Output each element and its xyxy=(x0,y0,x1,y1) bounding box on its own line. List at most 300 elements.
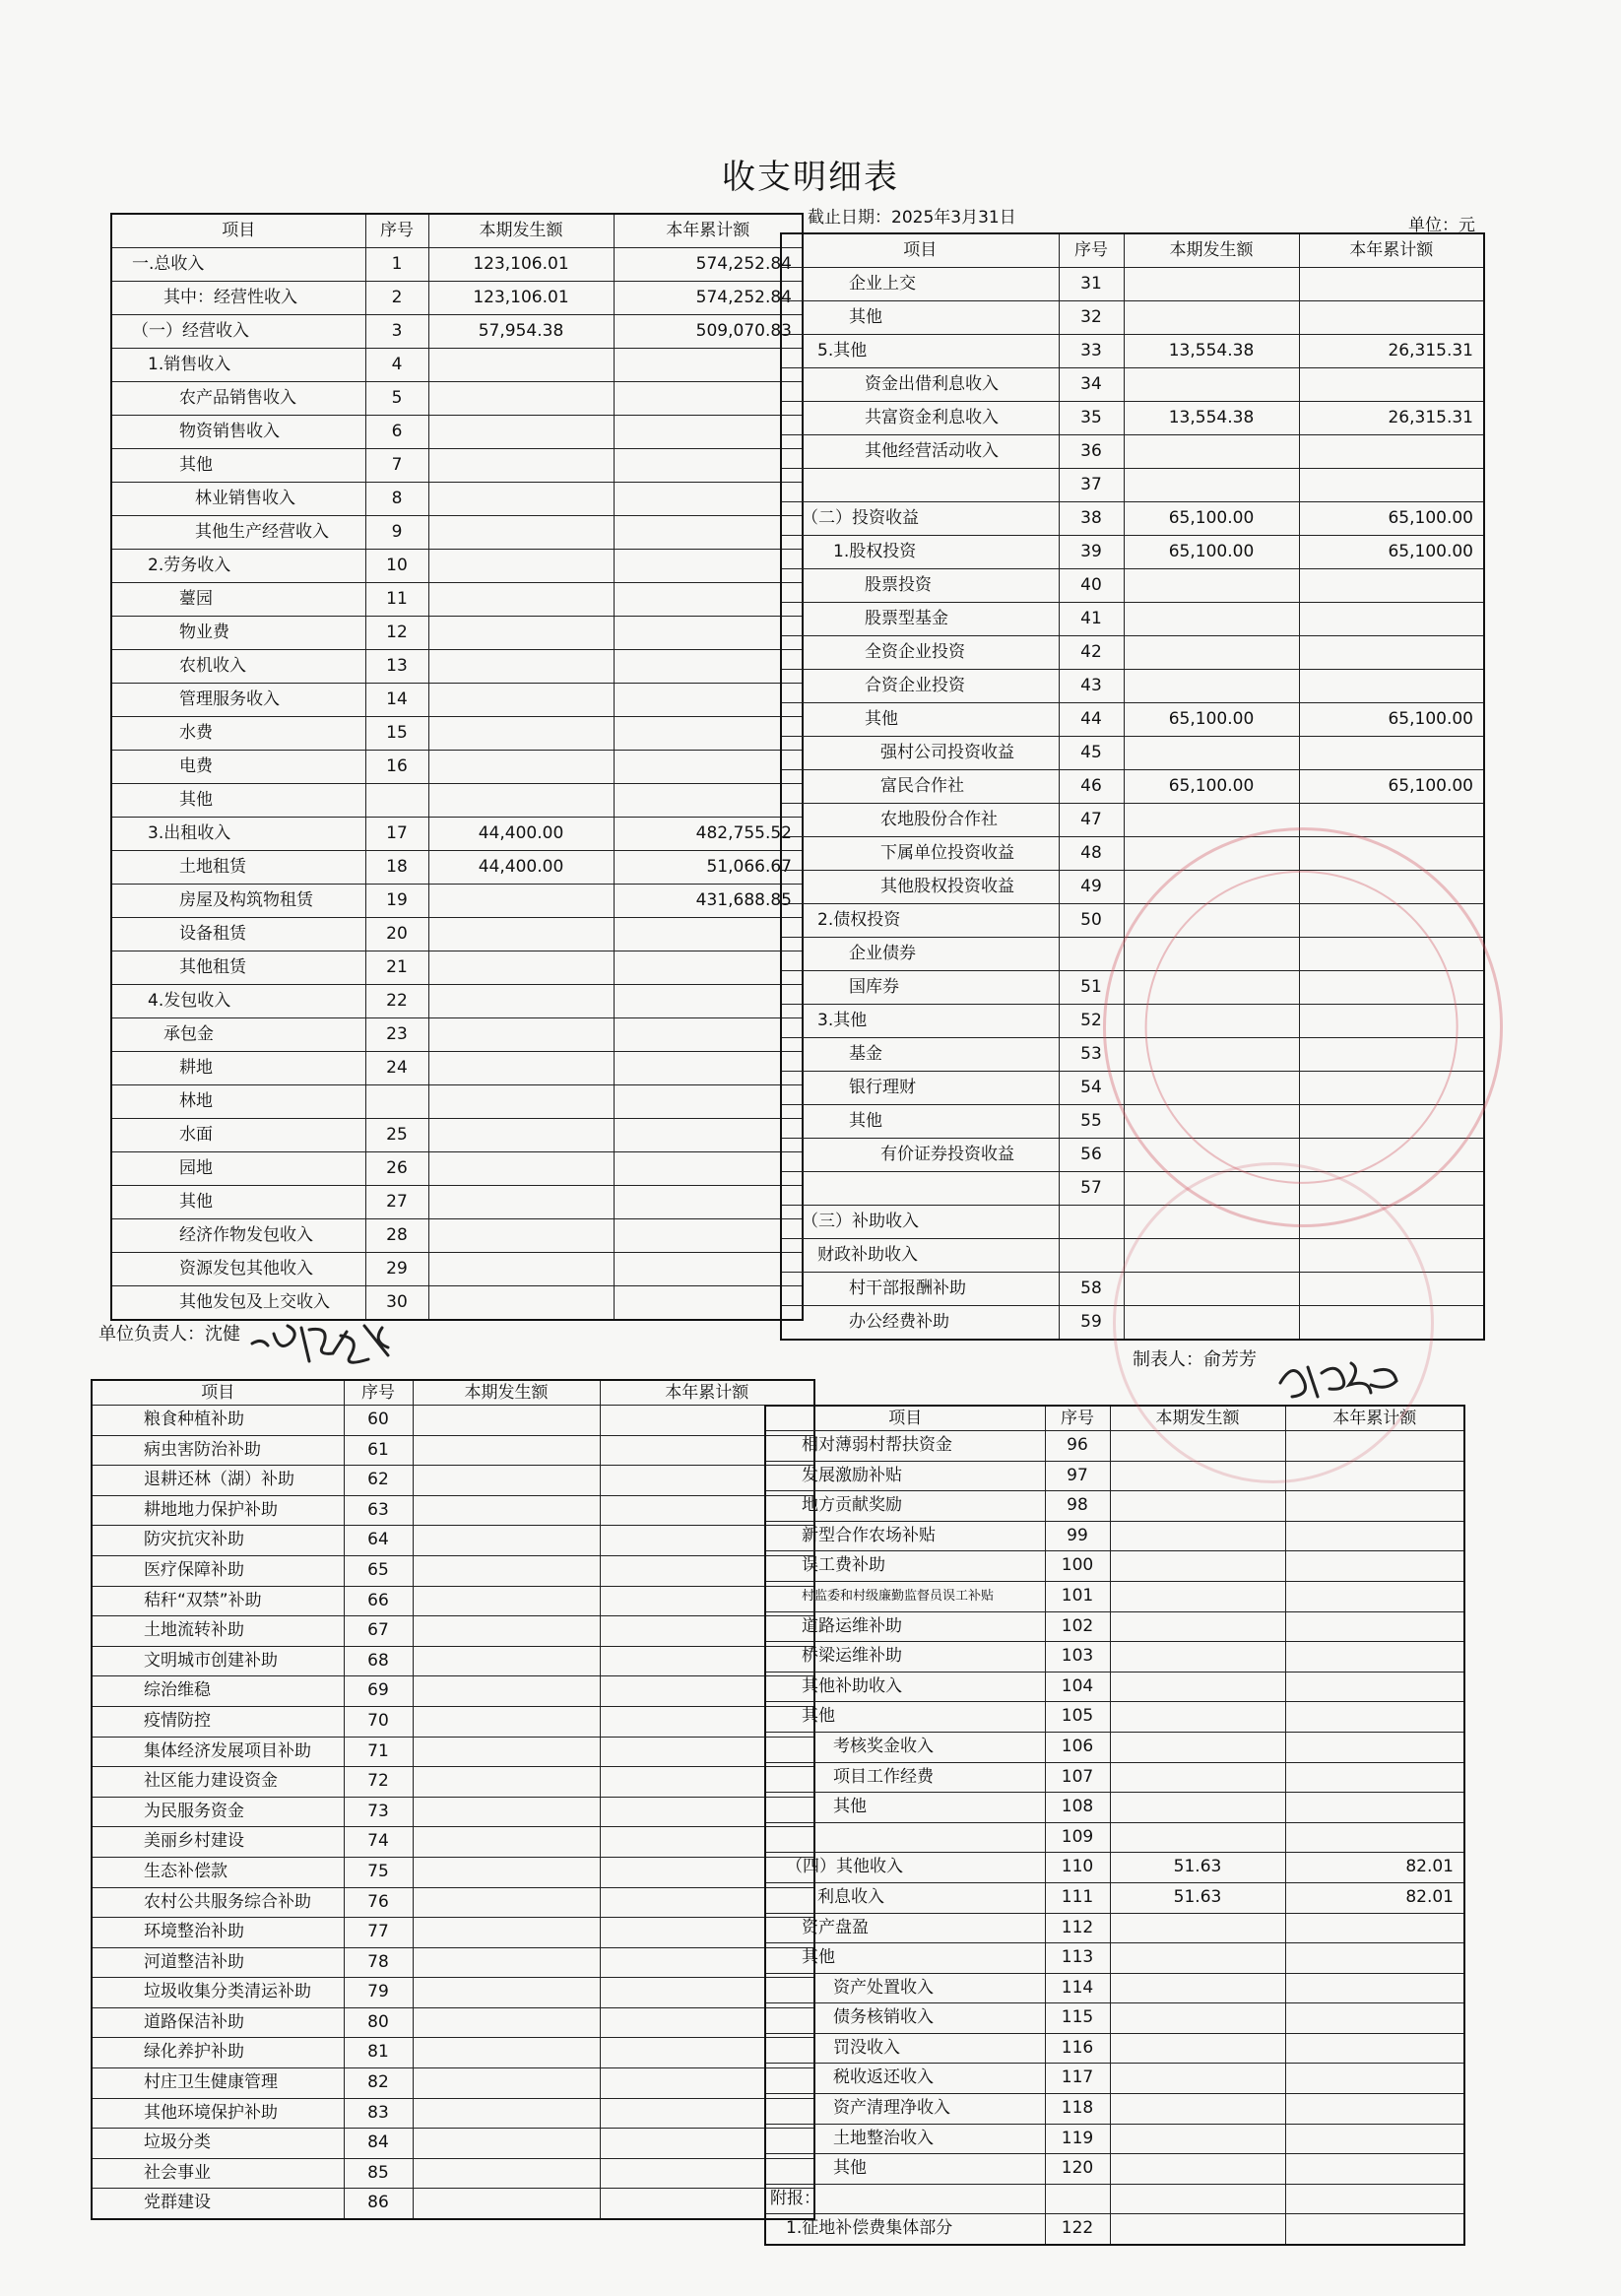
table-row xyxy=(111,1085,803,1119)
row-item-cell: 水面 xyxy=(111,1119,365,1152)
row-item-cell: 管理服务收入 xyxy=(111,684,365,717)
row-current-amount-cell xyxy=(1124,268,1299,301)
row-current-amount-cell xyxy=(1124,971,1299,1005)
table-row xyxy=(765,1793,1464,1823)
table-row xyxy=(781,1005,1484,1038)
row-seq-cell: 64 xyxy=(344,1526,413,1556)
table-row xyxy=(781,435,1484,469)
row-item-cell: 企业债券 xyxy=(781,938,1059,971)
row-item-cell: 其他租赁 xyxy=(111,951,365,985)
header-current: 本期发生额 xyxy=(413,1380,600,1406)
row-ytd-amount-cell: 574,252.84 xyxy=(614,282,803,315)
row-seq-cell: 84 xyxy=(344,2129,413,2159)
row-item-cell: 基金 xyxy=(781,1038,1059,1072)
row-seq-cell: 112 xyxy=(1045,1913,1110,1943)
row-item-cell: 河道整洁补助 xyxy=(92,1947,344,1978)
row-ytd-amount-cell xyxy=(1299,971,1484,1005)
row-item-cell: 其他经营活动收入 xyxy=(781,435,1059,469)
row-seq-cell: 53 xyxy=(1059,1038,1124,1072)
row-ytd-amount-cell: 26,315.31 xyxy=(1299,335,1484,368)
row-seq-cell: 63 xyxy=(344,1495,413,1526)
row-item-cell: 强村公司投资收益 xyxy=(781,737,1059,770)
table-row xyxy=(92,2068,814,2099)
row-current-amount-cell xyxy=(428,617,614,650)
row-seq-cell: 35 xyxy=(1059,402,1124,435)
row-current-amount-cell xyxy=(428,483,614,516)
row-seq-cell: 60 xyxy=(344,1406,413,1436)
row-ytd-amount-cell xyxy=(1299,737,1484,770)
row-item-cell: 物业费 xyxy=(111,617,365,650)
row-ytd-amount-cell xyxy=(1299,1172,1484,1206)
row-current-amount-cell xyxy=(1124,1105,1299,1139)
row-current-amount-cell xyxy=(428,1052,614,1085)
row-item-cell: 股票型基金 xyxy=(781,603,1059,636)
row-seq-cell: 33 xyxy=(1059,335,1124,368)
table-row xyxy=(92,1827,814,1858)
table-row xyxy=(111,248,803,282)
row-ytd-amount-cell xyxy=(1285,1973,1464,2003)
row-current-amount-cell xyxy=(413,1978,600,2008)
row-seq-cell: 98 xyxy=(1045,1491,1110,1522)
table-row xyxy=(92,2129,814,2159)
row-item-cell: 国库券 xyxy=(781,971,1059,1005)
row-current-amount-cell xyxy=(1110,1943,1285,1974)
row-current-amount-cell xyxy=(413,1676,600,1707)
header-current: 本期发生额 xyxy=(428,214,614,248)
row-seq-cell: 7 xyxy=(365,449,428,483)
table-row xyxy=(781,502,1484,536)
row-item-cell: 企业上交 xyxy=(781,268,1059,301)
row-current-amount-cell xyxy=(428,684,614,717)
row-item-cell: 薹园 xyxy=(111,583,365,617)
row-current-amount-cell xyxy=(428,918,614,951)
row-ytd-amount-cell xyxy=(1299,1273,1484,1306)
row-seq-cell: 113 xyxy=(1045,1943,1110,1974)
row-item-cell: 美丽乡村建设 xyxy=(92,1827,344,1858)
row-item-cell: 村干部报酬补助 xyxy=(781,1273,1059,1306)
table-row xyxy=(92,1767,814,1798)
table-row xyxy=(765,1732,1464,1762)
row-seq-cell: 20 xyxy=(365,918,428,951)
row-item-cell: 附报： xyxy=(765,2184,1045,2214)
row-ytd-amount-cell xyxy=(1285,2064,1464,2094)
row-seq-cell: 22 xyxy=(365,985,428,1018)
row-item-cell: 其他 xyxy=(111,1186,365,1219)
table-row xyxy=(111,751,803,784)
row-item-cell: 全资企业投资 xyxy=(781,636,1059,670)
row-current-amount-cell xyxy=(1124,1206,1299,1239)
row-ytd-amount-cell xyxy=(1299,569,1484,603)
row-seq-cell: 118 xyxy=(1045,2094,1110,2125)
row-ytd-amount-cell xyxy=(1299,1139,1484,1172)
row-ytd-amount-cell xyxy=(614,349,803,382)
row-current-amount-cell xyxy=(1124,1273,1299,1306)
row-ytd-amount-cell xyxy=(1299,1105,1484,1139)
row-item-cell: 垃圾收集分类清运补助 xyxy=(92,1978,344,2008)
row-current-amount-cell xyxy=(1124,804,1299,837)
row-current-amount-cell xyxy=(413,1406,600,1436)
table-row xyxy=(111,985,803,1018)
row-seq-cell: 15 xyxy=(365,717,428,751)
row-item-cell: 社区能力建设资金 xyxy=(92,1767,344,1798)
row-item-cell: 富民合作社 xyxy=(781,770,1059,804)
row-ytd-amount-cell xyxy=(1299,938,1484,971)
row-ytd-amount-cell xyxy=(614,918,803,951)
table-row xyxy=(111,550,803,583)
row-seq-cell: 61 xyxy=(344,1435,413,1466)
row-current-amount-cell xyxy=(428,382,614,416)
row-seq-cell: 86 xyxy=(344,2189,413,2219)
row-item-cell: （四）其他收入 xyxy=(765,1853,1045,1883)
row-current-amount-cell xyxy=(428,751,614,784)
table-row xyxy=(111,684,803,717)
row-ytd-amount-cell: 65,100.00 xyxy=(1299,536,1484,569)
table-row xyxy=(781,301,1484,335)
row-current-amount-cell xyxy=(428,1018,614,1052)
row-item-cell: 其他 xyxy=(765,1793,1045,1823)
row-seq-cell: 59 xyxy=(1059,1306,1124,1341)
row-item-cell: 道路运维补助 xyxy=(765,1611,1045,1642)
row-item-cell: 水费 xyxy=(111,717,365,751)
row-current-amount-cell xyxy=(1124,569,1299,603)
table-row xyxy=(765,2184,1464,2214)
row-item-cell: 经济作物发包收入 xyxy=(111,1219,365,1253)
row-item-cell xyxy=(781,1172,1059,1206)
row-seq-cell: 40 xyxy=(1059,569,1124,603)
row-current-amount-cell xyxy=(413,2158,600,2189)
row-seq-cell: 50 xyxy=(1059,904,1124,938)
row-seq-cell: 57 xyxy=(1059,1172,1124,1206)
row-ytd-amount-cell xyxy=(614,1119,803,1152)
table-row xyxy=(781,469,1484,502)
table-row xyxy=(111,1119,803,1152)
row-item-cell: 桥梁运维补助 xyxy=(765,1642,1045,1673)
row-current-amount-cell xyxy=(413,1435,600,1466)
row-ytd-amount-cell xyxy=(1299,904,1484,938)
row-item-cell: 其他 xyxy=(781,301,1059,335)
row-current-amount-cell: 57,954.38 xyxy=(428,315,614,349)
table-row xyxy=(92,1646,814,1676)
row-seq-cell: 2 xyxy=(365,282,428,315)
row-seq-cell: 107 xyxy=(1045,1762,1110,1793)
header-ytd: 本年累计额 xyxy=(1299,233,1484,268)
row-seq-cell: 42 xyxy=(1059,636,1124,670)
table-row xyxy=(781,1306,1484,1341)
table-row xyxy=(111,1052,803,1085)
row-current-amount-cell xyxy=(413,1466,600,1496)
row-seq-cell: 76 xyxy=(344,1887,413,1918)
table-row xyxy=(92,2007,814,2038)
row-seq-cell: 58 xyxy=(1059,1273,1124,1306)
row-current-amount-cell xyxy=(1124,837,1299,871)
row-current-amount-cell: 123,106.01 xyxy=(428,282,614,315)
row-item-cell: 房屋及构筑物租赁 xyxy=(111,885,365,918)
row-seq-cell: 46 xyxy=(1059,770,1124,804)
row-item-cell: 农机收入 xyxy=(111,650,365,684)
row-item-cell: 其中：经营性收入 xyxy=(111,282,365,315)
table-row xyxy=(765,1611,1464,1642)
row-current-amount-cell xyxy=(428,717,614,751)
row-seq-cell: 18 xyxy=(365,851,428,885)
table-row xyxy=(765,1672,1464,1702)
row-seq-cell: 100 xyxy=(1045,1551,1110,1582)
row-item-cell: 资源发包其他收入 xyxy=(111,1253,365,1286)
row-item-cell: 1.股权投资 xyxy=(781,536,1059,569)
table-row xyxy=(765,2214,1464,2245)
row-ytd-amount-cell xyxy=(614,416,803,449)
row-item-cell: 电费 xyxy=(111,751,365,784)
row-ytd-amount-cell xyxy=(1285,1943,1464,1974)
row-item-cell: 项目工作经费 xyxy=(765,1762,1045,1793)
row-seq-cell: 9 xyxy=(365,516,428,550)
row-current-amount-cell xyxy=(1124,636,1299,670)
table-row xyxy=(92,1737,814,1767)
row-item-cell: 共富资金利息收入 xyxy=(781,402,1059,435)
row-seq-cell: 13 xyxy=(365,650,428,684)
row-seq-cell: 25 xyxy=(365,1119,428,1152)
row-item-cell: 银行理财 xyxy=(781,1072,1059,1105)
row-ytd-amount-cell xyxy=(1285,1431,1464,1462)
row-ytd-amount-cell xyxy=(1299,1038,1484,1072)
row-current-amount-cell xyxy=(1110,1973,1285,2003)
row-item-cell: 生态补偿款 xyxy=(92,1857,344,1887)
row-current-amount-cell xyxy=(428,1119,614,1152)
row-seq-cell: 111 xyxy=(1045,1882,1110,1913)
signature-icon xyxy=(246,1316,414,1375)
row-current-amount-cell xyxy=(1110,1461,1285,1491)
row-ytd-amount-cell xyxy=(1299,670,1484,703)
table-row xyxy=(111,951,803,985)
row-item-cell: 资产清理净收入 xyxy=(765,2094,1045,2125)
row-item-cell: 土地整治收入 xyxy=(765,2124,1045,2154)
table-row xyxy=(92,1435,814,1466)
header-seq: 序号 xyxy=(1059,233,1124,268)
row-current-amount-cell xyxy=(413,1918,600,1948)
row-ytd-amount-cell xyxy=(614,784,803,818)
row-item-cell: 其他 xyxy=(781,703,1059,737)
row-item-cell: 税收返还收入 xyxy=(765,2064,1045,2094)
row-current-amount-cell xyxy=(1110,1642,1285,1673)
row-ytd-amount-cell: 82.01 xyxy=(1285,1853,1464,1883)
row-current-amount-cell: 13,554.38 xyxy=(1124,335,1299,368)
row-seq-cell: 66 xyxy=(344,1586,413,1616)
row-item-cell: 其他 xyxy=(765,1943,1045,1974)
row-ytd-amount-cell xyxy=(1285,1793,1464,1823)
row-seq-cell: 8 xyxy=(365,483,428,516)
table-row xyxy=(111,818,803,851)
row-ytd-amount-cell: 65,100.00 xyxy=(1299,703,1484,737)
row-item-cell: 其他 xyxy=(781,1105,1059,1139)
row-ytd-amount-cell xyxy=(1299,469,1484,502)
row-current-amount-cell xyxy=(1110,1762,1285,1793)
row-ytd-amount-cell xyxy=(1285,2214,1464,2245)
table-row xyxy=(92,1495,814,1526)
row-item-cell: 1.销售收入 xyxy=(111,349,365,382)
table-row xyxy=(92,1706,814,1737)
table-row xyxy=(781,971,1484,1005)
table-row xyxy=(765,1491,1464,1522)
row-seq-cell: 82 xyxy=(344,2068,413,2099)
row-current-amount-cell xyxy=(428,550,614,583)
row-item-cell: 粮食种植补助 xyxy=(92,1406,344,1436)
table-row xyxy=(92,2158,814,2189)
table-row xyxy=(765,1642,1464,1673)
row-seq-cell: 43 xyxy=(1059,670,1124,703)
row-ytd-amount-cell xyxy=(1299,435,1484,469)
table-row xyxy=(781,603,1484,636)
row-seq-cell xyxy=(365,784,428,818)
row-seq-cell: 117 xyxy=(1045,2064,1110,2094)
row-current-amount-cell xyxy=(428,1186,614,1219)
row-current-amount-cell xyxy=(1110,1551,1285,1582)
row-current-amount-cell xyxy=(428,1219,614,1253)
table-row xyxy=(765,1431,1464,1462)
row-current-amount-cell xyxy=(413,1646,600,1676)
row-current-amount-cell xyxy=(413,2007,600,2038)
row-ytd-amount-cell: 65,100.00 xyxy=(1299,502,1484,536)
row-ytd-amount-cell xyxy=(614,583,803,617)
row-current-amount-cell: 44,400.00 xyxy=(428,851,614,885)
table-row xyxy=(92,1616,814,1647)
table-row xyxy=(765,1551,1464,1582)
table-row xyxy=(781,1172,1484,1206)
row-item-cell: 合资企业投资 xyxy=(781,670,1059,703)
row-current-amount-cell xyxy=(1124,469,1299,502)
table-row xyxy=(92,1466,814,1496)
row-seq-cell: 19 xyxy=(365,885,428,918)
table-row xyxy=(92,2098,814,2129)
row-item-cell: 设备租赁 xyxy=(111,918,365,951)
row-current-amount-cell xyxy=(413,1737,600,1767)
row-current-amount-cell xyxy=(1124,301,1299,335)
header-seq: 序号 xyxy=(1045,1406,1110,1431)
table-row xyxy=(92,2038,814,2068)
row-seq-cell: 11 xyxy=(365,583,428,617)
row-ytd-amount-cell xyxy=(614,1052,803,1085)
row-item-cell: 有价证券投资收益 xyxy=(781,1139,1059,1172)
row-item-cell: （一）经营收入 xyxy=(111,315,365,349)
table-row xyxy=(111,1286,803,1321)
row-item-cell: 利息收入 xyxy=(765,1882,1045,1913)
row-current-amount-cell xyxy=(413,1887,600,1918)
row-item-cell xyxy=(781,469,1059,502)
row-item-cell: 5.其他 xyxy=(781,335,1059,368)
row-item-cell: 社会事业 xyxy=(92,2158,344,2189)
row-ytd-amount-cell xyxy=(1285,2154,1464,2185)
table-row xyxy=(111,1219,803,1253)
row-ytd-amount-cell xyxy=(1285,1491,1464,1522)
table-row xyxy=(92,1947,814,1978)
row-seq-cell: 45 xyxy=(1059,737,1124,770)
row-item-cell: 其他补助收入 xyxy=(765,1672,1045,1702)
row-seq-cell: 75 xyxy=(344,1857,413,1887)
row-seq-cell: 47 xyxy=(1059,804,1124,837)
table-row xyxy=(111,483,803,516)
row-ytd-amount-cell xyxy=(1299,1306,1484,1341)
table-header-row xyxy=(111,214,803,248)
row-current-amount-cell xyxy=(1124,871,1299,904)
row-item-cell: 文明城市创建补助 xyxy=(92,1646,344,1676)
row-current-amount-cell xyxy=(413,1616,600,1647)
table-row xyxy=(765,1913,1464,1943)
row-item-cell: 集体经济发展项目补助 xyxy=(92,1737,344,1767)
row-item-cell: 农地股份合作社 xyxy=(781,804,1059,837)
table-row xyxy=(111,349,803,382)
subsidy-table-left xyxy=(91,1379,815,2220)
row-ytd-amount-cell xyxy=(614,1219,803,1253)
row-current-amount-cell xyxy=(1124,737,1299,770)
row-current-amount-cell xyxy=(428,1152,614,1186)
income-table-right xyxy=(780,232,1485,1341)
table-row xyxy=(92,1887,814,1918)
row-current-amount-cell xyxy=(428,951,614,985)
row-current-amount-cell: 51.63 xyxy=(1110,1853,1285,1883)
row-current-amount-cell xyxy=(428,1286,614,1321)
row-current-amount-cell xyxy=(1124,435,1299,469)
table-row xyxy=(765,1702,1464,1733)
table-row xyxy=(765,1822,1464,1853)
row-seq-cell: 67 xyxy=(344,1616,413,1647)
row-seq-cell: 29 xyxy=(365,1253,428,1286)
unit-label: 单位：元 xyxy=(1408,216,1475,235)
row-item-cell: 耕地 xyxy=(111,1052,365,1085)
row-current-amount-cell xyxy=(1124,1072,1299,1105)
table-row xyxy=(765,1943,1464,1974)
header-seq: 序号 xyxy=(344,1380,413,1406)
row-seq-cell: 80 xyxy=(344,2007,413,2038)
table-row xyxy=(111,282,803,315)
row-seq-cell: 38 xyxy=(1059,502,1124,536)
row-ytd-amount-cell xyxy=(1299,268,1484,301)
row-ytd-amount-cell: 509,070.83 xyxy=(614,315,803,349)
table-row xyxy=(781,536,1484,569)
row-current-amount-cell xyxy=(413,1586,600,1616)
row-seq-cell: 116 xyxy=(1045,2033,1110,2064)
row-item-cell: 承包金 xyxy=(111,1018,365,1052)
row-seq-cell: 51 xyxy=(1059,971,1124,1005)
row-current-amount-cell xyxy=(428,583,614,617)
row-ytd-amount-cell xyxy=(614,951,803,985)
row-ytd-amount-cell xyxy=(1299,1072,1484,1105)
row-item-cell: 财政补助收入 xyxy=(781,1239,1059,1273)
table-row xyxy=(111,416,803,449)
row-current-amount-cell xyxy=(1124,670,1299,703)
row-seq-cell: 5 xyxy=(365,382,428,416)
row-seq-cell: 28 xyxy=(365,1219,428,1253)
table-row xyxy=(765,1461,1464,1491)
table-row xyxy=(111,1152,803,1186)
row-current-amount-cell: 44,400.00 xyxy=(428,818,614,851)
header-current: 本期发生额 xyxy=(1124,233,1299,268)
table-row xyxy=(781,670,1484,703)
row-ytd-amount-cell xyxy=(614,550,803,583)
row-ytd-amount-cell: 482,755.52 xyxy=(614,818,803,851)
header-item: 项目 xyxy=(92,1380,344,1406)
row-current-amount-cell xyxy=(413,2189,600,2219)
row-item-cell: 医疗保障补助 xyxy=(92,1555,344,1586)
row-current-amount-cell xyxy=(1110,1581,1285,1611)
table-row xyxy=(781,1273,1484,1306)
row-ytd-amount-cell xyxy=(614,1186,803,1219)
row-current-amount-cell xyxy=(1110,2094,1285,2125)
row-current-amount-cell xyxy=(428,985,614,1018)
row-ytd-amount-cell xyxy=(1285,1461,1464,1491)
row-item-cell: 资产处置收入 xyxy=(765,1973,1045,2003)
row-current-amount-cell xyxy=(428,349,614,382)
table-row xyxy=(111,617,803,650)
row-seq-cell: 119 xyxy=(1045,2124,1110,2154)
row-current-amount-cell xyxy=(1110,1793,1285,1823)
